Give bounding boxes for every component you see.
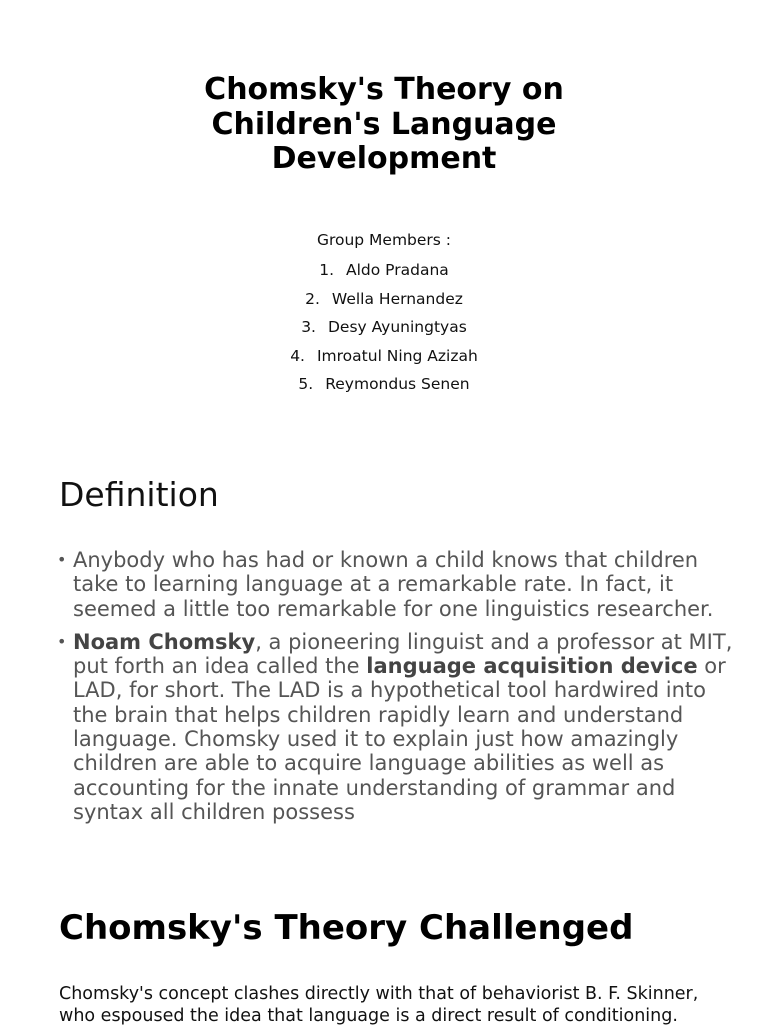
member-number: 5. bbox=[298, 375, 314, 394]
bullet-text: Anybody who has had or known a child knows that children take to learning language at a remarkable rate. In fact, it seemed a little too remarkable for one linguistics researcher. bbox=[73, 548, 714, 621]
member-item bbox=[0, 370, 768, 399]
challenged-slide bbox=[0, 870, 768, 1024]
group-members bbox=[0, 228, 768, 399]
presentation-title bbox=[0, 73, 768, 177]
member-number: 1. bbox=[319, 261, 335, 279]
bullet-text: or LAD, for short. The LAD is a hypothetical tool hardwired into the brain that helps children rapidly learn and understand language. Chomsky used it to explain just how amazingly children are able to acquire language abilities as well as accounting for the innate understanding of grammar and syntax all children possess bbox=[73, 654, 726, 824]
bullet-dot: • bbox=[57, 631, 67, 651]
member-item bbox=[0, 313, 768, 342]
member-item bbox=[0, 342, 768, 371]
members-list bbox=[0, 256, 768, 399]
member-name: Reymondus Senen bbox=[325, 375, 470, 394]
member-item bbox=[0, 256, 768, 285]
definition-slide bbox=[0, 440, 768, 870]
group-members-label: Group Members : bbox=[316, 231, 452, 249]
member-item bbox=[0, 285, 768, 314]
title-line: Development bbox=[271, 141, 497, 176]
member-name: Aldo Pradana bbox=[346, 261, 449, 279]
definition-bullets bbox=[57, 548, 737, 833]
member-number: 4. bbox=[290, 346, 305, 365]
challenged-body: Chomsky's concept clashes directly with that of behaviorist B. F. Skinner, who espoused the idea that language is a direct result of conditioning. bbox=[59, 984, 699, 1026]
bullet-item bbox=[57, 630, 737, 824]
member-name: Wella Hernandez bbox=[331, 289, 463, 308]
title-line: Children's Language bbox=[211, 106, 557, 142]
title-line: Chomsky's Theory on bbox=[204, 72, 564, 107]
member-name: Imroatul Ning Azizah bbox=[316, 346, 478, 365]
definition-heading: Definition bbox=[59, 475, 219, 514]
bold-term: Noam Chomsky bbox=[73, 629, 256, 654]
member-name: Desy Ayuningtyas bbox=[327, 318, 467, 337]
bold-term: language acquisition device bbox=[366, 654, 698, 679]
title-slide bbox=[0, 0, 768, 440]
challenged-heading: Chomsky's Theory Challenged bbox=[59, 908, 634, 948]
member-number: 2. bbox=[305, 289, 320, 308]
bullet-text: , a pioneering linguist and a professor at MIT, put forth an idea called the bbox=[73, 629, 733, 679]
bullet-dot: • bbox=[57, 550, 67, 569]
member-number: 3. bbox=[301, 318, 316, 337]
bullet-item bbox=[57, 548, 737, 621]
